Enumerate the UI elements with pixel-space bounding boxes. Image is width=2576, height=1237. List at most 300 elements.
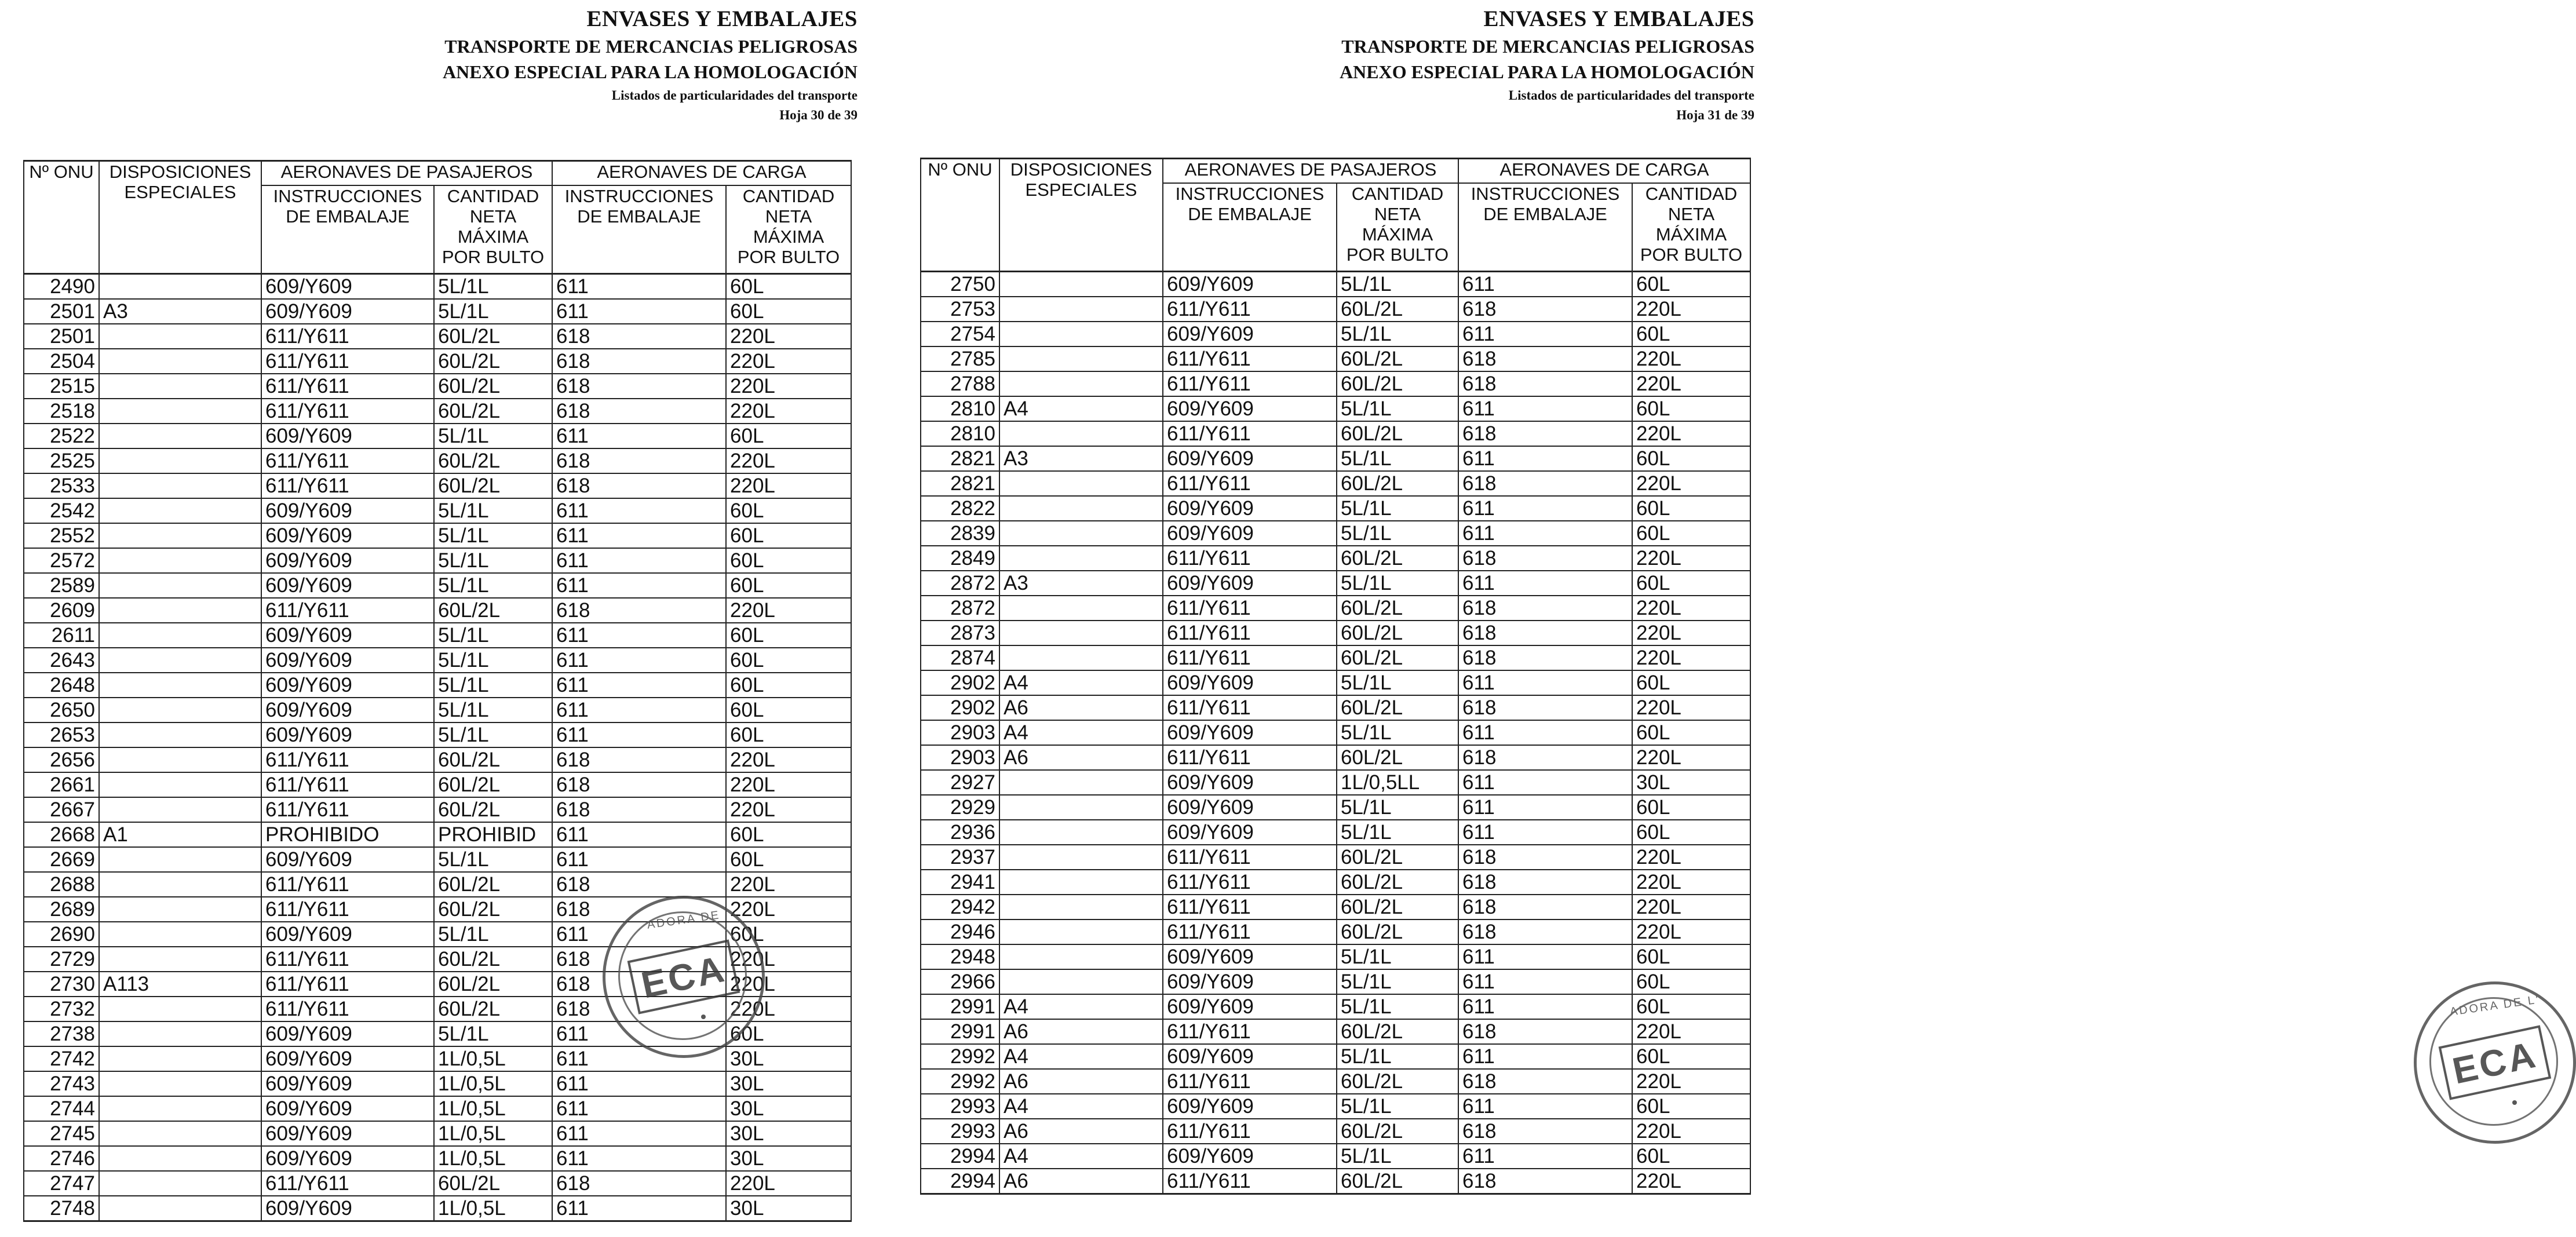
passenger-packing-instruction: 609/Y609 [261,299,434,324]
cargo-packing-instruction: 618 [1458,845,1632,870]
cargo-max-quantity: 60L [726,498,851,523]
table-row [921,371,1750,396]
col-header-instrucciones-carga: INSTRUCCIONES DE EMBALAJE [552,185,726,274]
onu-number: 2966 [921,969,999,994]
cargo-max-quantity: 220L [1632,1119,1750,1144]
col-header-pasajeros: AERONAVES DE PASAJEROS [261,161,552,186]
passenger-max-quantity: 60L/2L [434,972,552,997]
special-provisions [999,521,1163,546]
cargo-packing-instruction: 618 [1458,371,1632,396]
onu-number: 2745 [24,1121,99,1146]
cargo-packing-instruction: 611 [552,1046,726,1071]
passenger-max-quantity: 60L/2L [434,448,552,473]
table-row [921,695,1750,720]
stamp-logo: ECA [2439,1025,2552,1100]
passenger-max-quantity: 5L/1L [1337,322,1458,346]
cargo-packing-instruction: 618 [1458,870,1632,895]
passenger-max-quantity: 60L/2L [1337,870,1458,895]
cargo-max-quantity: 220L [726,997,851,1021]
table-row [921,521,1750,546]
special-provisions [999,346,1163,371]
passenger-max-quantity: 5L/1L [434,299,552,324]
table-row [24,473,851,498]
onu-number: 2903 [921,720,999,745]
doc-listing: Listados de particularidades del transporte [1508,88,1754,103]
passenger-max-quantity: 60L/2L [434,473,552,498]
onu-number: 2872 [921,596,999,621]
cargo-max-quantity: 60L [1632,446,1750,471]
cargo-max-quantity: 60L [1632,396,1750,421]
cargo-max-quantity: 60L [726,822,851,847]
onu-number: 2993 [921,1094,999,1119]
cargo-max-quantity: 220L [1632,919,1750,944]
cargo-packing-instruction: 611 [1458,322,1632,346]
onu-number: 2501 [24,324,99,349]
special-provisions [99,648,261,673]
special-provisions [99,374,261,399]
onu-number: 2656 [24,747,99,772]
cargo-packing-instruction: 618 [1458,297,1632,322]
passenger-packing-instruction: 611/Y611 [1163,919,1337,944]
cargo-max-quantity: 220L [1632,421,1750,446]
passenger-max-quantity: 60L/2L [1337,1119,1458,1144]
passenger-max-quantity: 60L/2L [1337,297,1458,322]
passenger-packing-instruction: 609/Y609 [261,847,434,872]
special-provisions [999,895,1163,919]
table-row [921,770,1750,795]
special-provisions [99,747,261,772]
special-provisions [999,546,1163,571]
passenger-max-quantity: 1L/0,5L [434,1071,552,1096]
passenger-packing-instruction: 611/Y611 [261,772,434,797]
table-row [921,272,1750,297]
passenger-packing-instruction: 609/Y609 [1163,1044,1337,1069]
special-provisions: A4 [999,396,1163,421]
cargo-max-quantity: 220L [1632,645,1750,670]
passenger-max-quantity: 5L/1L [1337,670,1458,695]
passenger-max-quantity: 60L/2L [1337,919,1458,944]
cargo-packing-instruction: 618 [1458,895,1632,919]
cargo-max-quantity: 220L [726,947,851,972]
cargo-packing-instruction: 618 [1458,1169,1632,1194]
cargo-packing-instruction: 618 [552,947,726,972]
onu-number: 2937 [921,845,999,870]
passenger-packing-instruction: 611/Y611 [1163,596,1337,621]
table-row [24,349,851,374]
passenger-max-quantity: 60L/2L [1337,471,1458,496]
cargo-max-quantity: 60L [1632,272,1750,297]
passenger-packing-instruction: 609/Y609 [261,274,434,300]
cargo-packing-instruction: 618 [1458,621,1632,645]
special-provisions: A4 [999,670,1163,695]
passenger-max-quantity: 60L/2L [1337,645,1458,670]
passenger-max-quantity: 1L/0,5L [434,1096,552,1121]
passenger-max-quantity: 60L/2L [1337,845,1458,870]
col-header-cantidad-pasajeros: CANTIDAD NETA MÁXIMA POR BULTO [434,185,552,274]
onu-number: 2730 [24,972,99,997]
passenger-max-quantity: PROHIBID [434,822,552,847]
passenger-max-quantity: 5L/1L [434,922,552,947]
special-provisions: A6 [999,1069,1163,1094]
table-body [24,274,851,1221]
cargo-packing-instruction: 611 [552,523,726,548]
passenger-packing-instruction: 609/Y609 [261,1196,434,1221]
onu-number: 2542 [24,498,99,523]
passenger-packing-instruction: 609/Y609 [261,1121,434,1146]
table-row [921,421,1750,446]
passenger-max-quantity: 60L/2L [1337,745,1458,770]
passenger-packing-instruction: 609/Y609 [261,648,434,673]
special-provisions: A4 [999,994,1163,1019]
doc-title: ENVASES Y EMBALAJES [1483,6,1754,31]
cargo-packing-instruction: 618 [1458,1119,1632,1144]
cargo-packing-instruction: 611 [1458,1144,1632,1169]
cargo-packing-instruction: 611 [552,1021,726,1046]
table-body [921,272,1750,1194]
onu-number: 2533 [24,473,99,498]
cargo-packing-instruction: 618 [552,872,726,897]
passenger-max-quantity: 60L/2L [1337,1019,1458,1044]
table-row [24,797,851,822]
cargo-max-quantity: 220L [1632,745,1750,770]
special-provisions [99,997,261,1021]
table-row [24,1196,851,1221]
special-provisions: A3 [999,446,1163,471]
cargo-packing-instruction: 611 [552,1096,726,1121]
passenger-max-quantity: 60L/2L [434,897,552,922]
onu-number: 2821 [921,446,999,471]
table-row [24,374,851,399]
cargo-max-quantity: 60L [1632,1044,1750,1069]
table-row [24,623,851,648]
cargo-max-quantity: 220L [726,872,851,897]
special-provisions: A4 [999,1144,1163,1169]
passenger-packing-instruction: 611/Y611 [1163,421,1337,446]
special-provisions [999,944,1163,969]
table-row [921,546,1750,571]
special-provisions [99,847,261,872]
cargo-packing-instruction: 618 [1458,596,1632,621]
table-row [921,944,1750,969]
onu-number: 2611 [24,623,99,648]
table-row [921,1094,1750,1119]
special-provisions [999,969,1163,994]
passenger-packing-instruction: 611/Y611 [261,349,434,374]
cargo-packing-instruction: 611 [1458,571,1632,596]
passenger-max-quantity: 5L/1L [1337,1044,1458,1069]
special-provisions: A6 [999,745,1163,770]
passenger-packing-instruction: 609/Y609 [1163,272,1337,297]
dangerous-goods-table [23,160,852,1222]
cargo-max-quantity: 220L [726,448,851,473]
special-provisions: A3 [99,299,261,324]
cargo-packing-instruction: 611 [552,822,726,847]
onu-number: 2991 [921,1019,999,1044]
table-row [24,747,851,772]
cargo-packing-instruction: 618 [1458,695,1632,720]
special-provisions [99,797,261,822]
onu-number: 2515 [24,374,99,399]
cargo-max-quantity: 60L [726,623,851,648]
passenger-packing-instruction: 611/Y611 [1163,870,1337,895]
cargo-packing-instruction: 611 [552,1196,726,1221]
cargo-max-quantity: 60L [726,648,851,673]
special-provisions [99,349,261,374]
onu-number: 2729 [24,947,99,972]
table-row [24,523,851,548]
table-row [921,745,1750,770]
passenger-packing-instruction: 611/Y611 [261,399,434,424]
onu-number: 2572 [24,548,99,573]
onu-number: 2822 [921,496,999,521]
special-provisions [99,424,261,448]
passenger-max-quantity: 60L/2L [434,997,552,1021]
passenger-packing-instruction: 609/Y609 [1163,820,1337,845]
table-row [921,1019,1750,1044]
cargo-max-quantity: 220L [726,399,851,424]
passenger-max-quantity: 5L/1L [1337,1144,1458,1169]
cargo-max-quantity: 60L [1632,670,1750,695]
onu-number: 2650 [24,698,99,723]
cargo-max-quantity: 220L [726,374,851,399]
sheet-number: Hoja 30 de 39 [779,108,858,122]
passenger-max-quantity: 60L/2L [434,374,552,399]
cargo-max-quantity: 30L [726,1096,851,1121]
passenger-packing-instruction: 609/Y609 [1163,670,1337,695]
onu-number: 2872 [921,571,999,596]
onu-number: 2873 [921,621,999,645]
cargo-packing-instruction: 618 [1458,546,1632,571]
passenger-max-quantity: 1L/0,5L [434,1146,552,1171]
onu-number: 2992 [921,1044,999,1069]
onu-number: 2754 [921,322,999,346]
special-provisions [999,322,1163,346]
passenger-max-quantity: 60L/2L [1337,421,1458,446]
passenger-max-quantity: 5L/1L [1337,1094,1458,1119]
table-row [921,446,1750,471]
special-provisions [99,872,261,897]
onu-number: 2688 [24,872,99,897]
special-provisions [99,1171,261,1196]
special-provisions [99,1121,261,1146]
table-row [921,1119,1750,1144]
table-row [921,919,1750,944]
cargo-packing-instruction: 611 [1458,396,1632,421]
table-row [921,596,1750,621]
passenger-max-quantity: 60L/2L [1337,346,1458,371]
special-provisions: A4 [999,1094,1163,1119]
onu-number: 2738 [24,1021,99,1046]
passenger-max-quantity: 5L/1L [434,424,552,448]
col-header-instrucciones-carga: INSTRUCCIONES DE EMBALAJE [1458,183,1632,272]
onu-number: 2902 [921,695,999,720]
passenger-max-quantity: 5L/1L [1337,396,1458,421]
official-stamp [2414,981,2576,1144]
special-provisions: A4 [999,720,1163,745]
passenger-packing-instruction: 611/Y611 [1163,745,1337,770]
stamp-dot [701,1015,706,1019]
dangerous-goods-table [920,158,1751,1195]
passenger-packing-instruction: 609/Y609 [1163,795,1337,820]
table-row [24,498,851,523]
passenger-max-quantity: 1L/0,5LL [1337,770,1458,795]
onu-number: 2839 [921,521,999,546]
passenger-packing-instruction: 609/Y609 [261,623,434,648]
passenger-packing-instruction: 611/Y611 [1163,1119,1337,1144]
table-row [921,720,1750,745]
onu-number: 2667 [24,797,99,822]
passenger-packing-instruction: 611/Y611 [1163,621,1337,645]
table-row [24,1071,851,1096]
cargo-max-quantity: 220L [1632,870,1750,895]
cargo-max-quantity: 30L [726,1071,851,1096]
passenger-max-quantity: 60L/2L [1337,621,1458,645]
passenger-max-quantity: 60L/2L [434,349,552,374]
onu-number: 2609 [24,598,99,623]
passenger-packing-instruction: PROHIBIDO [261,822,434,847]
cargo-packing-instruction: 611 [1458,795,1632,820]
passenger-packing-instruction: 611/Y611 [261,1171,434,1196]
special-provisions: A113 [99,972,261,997]
cargo-packing-instruction: 611 [1458,1044,1632,1069]
cargo-max-quantity: 220L [726,1171,851,1196]
passenger-max-quantity: 60L/2L [1337,596,1458,621]
passenger-max-quantity: 60L/2L [1337,695,1458,720]
passenger-max-quantity: 5L/1L [434,698,552,723]
table-row [24,274,851,300]
passenger-packing-instruction: 611/Y611 [261,374,434,399]
cargo-packing-instruction: 618 [1458,1019,1632,1044]
special-provisions [99,324,261,349]
passenger-max-quantity: 5L/1L [434,274,552,300]
cargo-max-quantity: 60L [726,548,851,573]
passenger-packing-instruction: 611/Y611 [261,324,434,349]
passenger-max-quantity: 5L/1L [434,623,552,648]
cargo-max-quantity: 220L [726,972,851,997]
cargo-max-quantity: 60L [726,424,851,448]
cargo-packing-instruction: 618 [552,598,726,623]
passenger-packing-instruction: 609/Y609 [261,573,434,598]
table-row [921,1144,1750,1169]
passenger-packing-instruction: 609/Y609 [261,498,434,523]
passenger-packing-instruction: 609/Y609 [261,1096,434,1121]
onu-number: 2810 [921,421,999,446]
table-row [24,847,851,872]
special-provisions [999,621,1163,645]
passenger-packing-instruction: 611/Y611 [1163,371,1337,396]
passenger-packing-instruction: 611/Y611 [261,797,434,822]
cargo-max-quantity: 220L [726,747,851,772]
cargo-max-quantity: 220L [726,473,851,498]
passenger-packing-instruction: 611/Y611 [1163,297,1337,322]
onu-number: 2732 [24,997,99,1021]
cargo-packing-instruction: 618 [1458,1069,1632,1094]
onu-number: 2788 [921,371,999,396]
cargo-packing-instruction: 611 [552,573,726,598]
onu-number: 2504 [24,349,99,374]
cargo-max-quantity: 220L [1632,546,1750,571]
onu-number: 2753 [921,297,999,322]
onu-number: 2653 [24,723,99,747]
special-provisions [99,1196,261,1221]
onu-number: 2522 [24,424,99,448]
passenger-packing-instruction: 611/Y611 [1163,1019,1337,1044]
cargo-max-quantity: 220L [726,324,851,349]
special-provisions [99,548,261,573]
col-header-disposiciones: DISPOSICIONES ESPECIALES [99,161,261,274]
passenger-max-quantity: 5L/1L [434,847,552,872]
cargo-packing-instruction: 611 [552,424,726,448]
passenger-max-quantity: 1L/0,5L [434,1046,552,1071]
passenger-max-quantity: 5L/1L [1337,272,1458,297]
cargo-max-quantity: 220L [726,797,851,822]
special-provisions [99,1021,261,1046]
special-provisions: A6 [999,1119,1163,1144]
passenger-packing-instruction: 611/Y611 [1163,1069,1337,1094]
special-provisions [999,596,1163,621]
cargo-packing-instruction: 611 [552,922,726,947]
passenger-packing-instruction: 609/Y609 [1163,446,1337,471]
cargo-packing-instruction: 611 [552,698,726,723]
cargo-packing-instruction: 611 [1458,496,1632,521]
cargo-max-quantity: 60L [726,673,851,698]
table-row [921,795,1750,820]
special-provisions [99,1071,261,1096]
passenger-max-quantity: 5L/1L [434,498,552,523]
cargo-max-quantity: 60L [1632,521,1750,546]
table-row [24,399,851,424]
cargo-packing-instruction: 611 [552,623,726,648]
passenger-max-quantity: 5L/1L [1337,994,1458,1019]
table-row [24,448,851,473]
cargo-packing-instruction: 618 [552,349,726,374]
special-provisions [99,922,261,947]
onu-number: 2946 [921,919,999,944]
doc-annex: ANEXO ESPECIAL PARA LA HOMOLOGACIÓN [443,61,858,82]
passenger-packing-instruction: 611/Y611 [261,972,434,997]
onu-number: 2929 [921,795,999,820]
passenger-packing-instruction: 611/Y611 [1163,471,1337,496]
cargo-max-quantity: 220L [726,772,851,797]
table-row [921,820,1750,845]
passenger-packing-instruction: 611/Y611 [1163,645,1337,670]
special-provisions [99,448,261,473]
cargo-max-quantity: 30L [726,1046,851,1071]
passenger-max-quantity: 5L/1L [1337,446,1458,471]
doc-listing: Listados de particularidades del transporte [611,88,858,103]
passenger-packing-instruction: 609/Y609 [1163,496,1337,521]
special-provisions [99,698,261,723]
cargo-packing-instruction: 611 [1458,720,1632,745]
cargo-max-quantity: 60L [726,723,851,747]
passenger-packing-instruction: 611/Y611 [261,473,434,498]
onu-number: 2552 [24,523,99,548]
table-row [24,1146,851,1171]
cargo-max-quantity: 60L [1632,720,1750,745]
special-provisions [999,870,1163,895]
col-header-cantidad-pasajeros: CANTIDAD NETA MÁXIMA POR BULTO [1337,183,1458,272]
passenger-packing-instruction: 609/Y609 [261,1046,434,1071]
table-row [921,571,1750,596]
cargo-packing-instruction: 618 [1458,745,1632,770]
onu-number: 2661 [24,772,99,797]
onu-number: 2490 [24,274,99,300]
cargo-packing-instruction: 611 [552,1071,726,1096]
passenger-max-quantity: 5L/1L [1337,496,1458,521]
table-row [24,872,851,897]
cargo-max-quantity: 60L [726,698,851,723]
cargo-packing-instruction: 618 [552,399,726,424]
